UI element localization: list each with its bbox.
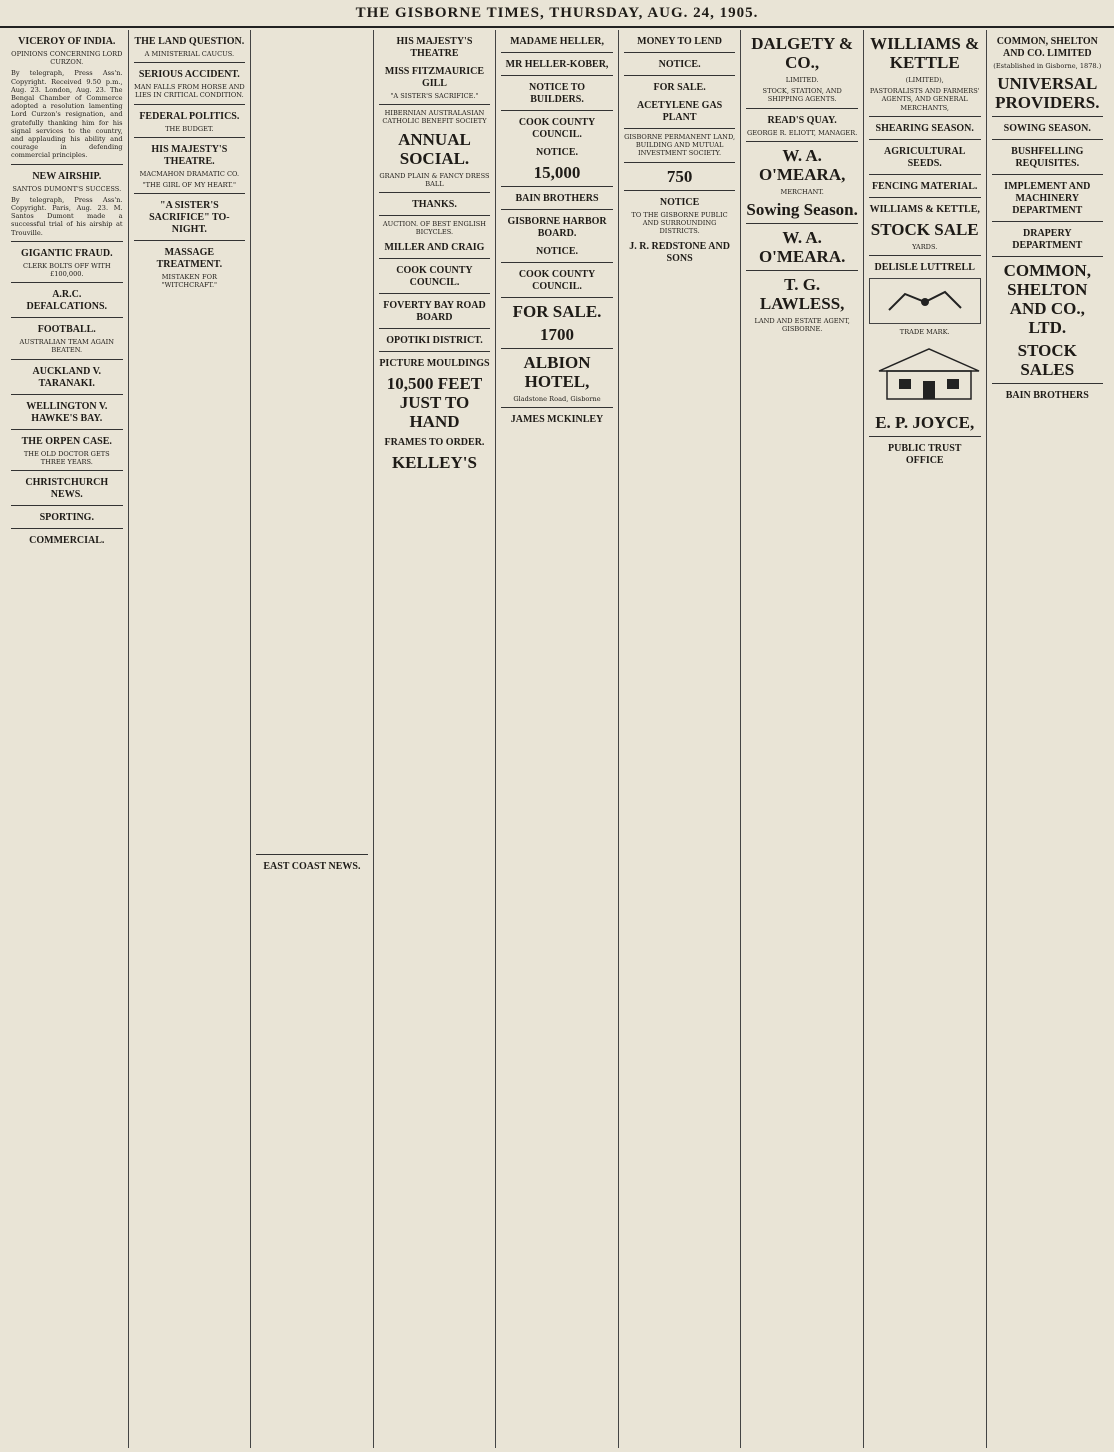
headline: THE LAND QUESTION. bbox=[134, 36, 245, 47]
ad-title: 1700 bbox=[540, 325, 575, 344]
headline: READ'S QUAY. bbox=[767, 114, 837, 126]
subheadline: GEORGE R. ELIOTT, MANAGER. bbox=[746, 128, 858, 137]
ad-title: 10,500 FEET JUST TO HAND bbox=[386, 374, 483, 432]
divider bbox=[746, 270, 858, 271]
divider bbox=[379, 293, 491, 294]
column-2 bbox=[129, 30, 252, 1448]
divider bbox=[624, 128, 736, 129]
headline: VICEROY OF INDIA. bbox=[18, 36, 116, 47]
divider bbox=[11, 241, 123, 242]
divider bbox=[134, 193, 246, 194]
headline: THE ORPEN CASE. bbox=[21, 435, 112, 447]
subheadline: LAND AND ESTATE AGENT, GISBORNE. bbox=[754, 317, 850, 334]
column-3 bbox=[251, 30, 374, 1448]
ad-title: Sowing Season. bbox=[746, 200, 858, 220]
divider bbox=[992, 256, 1104, 257]
headline: DRAPERY DEPARTMENT bbox=[1012, 228, 1083, 252]
subheadline: CLERK BOLTS OFF WITH £100,000. bbox=[22, 261, 111, 279]
divider bbox=[379, 351, 491, 352]
divider bbox=[11, 505, 123, 506]
ad-title: 15,000 bbox=[533, 163, 581, 182]
headline: BAIN BROTHERS bbox=[1005, 390, 1089, 402]
headline: FOOTBALL. bbox=[37, 324, 96, 336]
headline: "A SISTER'S SACRIFICE" TO-NIGHT. bbox=[149, 200, 230, 236]
divider bbox=[379, 192, 491, 193]
headline: PUBLIC TRUST OFFICE bbox=[887, 443, 962, 467]
divider bbox=[746, 223, 858, 224]
headline: AUCKLAND V. TARANAKI. bbox=[32, 365, 102, 389]
divider bbox=[11, 282, 123, 283]
ad-title: 750 bbox=[666, 166, 693, 186]
headline: BUSHFELLING REQUISITES. bbox=[1011, 146, 1084, 170]
headline: THANKS. bbox=[412, 199, 457, 211]
divider bbox=[11, 470, 123, 471]
article-text: By telegraph, Press Ass'n. Copyright. Paris, Aug. 23. M. Santos Dumont made a successful trial of his airship at Trouville. bbox=[11, 195, 123, 237]
subheadline: PASTORALISTS AND FARMERS' AGENTS, AND GENERAL MERCHANTS, bbox=[869, 87, 980, 112]
subheadline: STOCK, STATION, AND SHIPPING AGENTS. bbox=[762, 87, 842, 104]
column-8 bbox=[864, 30, 987, 1448]
divider bbox=[501, 262, 613, 263]
subheadline: GRAND PLAIN & FANCY DRESS BALL bbox=[379, 171, 490, 188]
subheadline: SANTOS DUMONT'S SUCCESS. bbox=[12, 184, 122, 193]
headline: MONEY TO LEND bbox=[637, 36, 723, 47]
divider bbox=[134, 137, 246, 138]
column-4 bbox=[374, 30, 497, 1448]
headline: EAST COAST NEWS. bbox=[263, 861, 361, 872]
divider bbox=[992, 116, 1104, 117]
headline: A.R.C. DEFALCATIONS. bbox=[26, 289, 108, 313]
subheadline: MISTAKEN FOR "WITCHCRAFT." bbox=[161, 273, 218, 290]
column-9 bbox=[987, 30, 1109, 1448]
subheadline: A MINISTERIAL CAUCUS. bbox=[144, 50, 235, 58]
subheadline: "THE GIRL OF MY HEART." bbox=[142, 181, 237, 190]
subheadline: (LIMITED), bbox=[905, 76, 944, 84]
divider bbox=[869, 255, 981, 256]
headline: FENCING MATERIAL. bbox=[872, 180, 978, 192]
subheadline: Gladstone Road, Gisborne bbox=[513, 395, 601, 403]
headline: MILLER AND CRAIG bbox=[384, 242, 485, 254]
headline: NEW AIRSHIP. bbox=[32, 170, 102, 182]
headline: NOTICE TO BUILDERS. bbox=[529, 82, 586, 105]
ad-title: STOCK SALES bbox=[1017, 341, 1077, 380]
subheadline: MERCHANT. bbox=[780, 187, 824, 196]
divider bbox=[134, 240, 246, 241]
divider bbox=[379, 215, 491, 216]
headline: GISBORNE HARBOR BOARD. bbox=[507, 216, 607, 239]
divider bbox=[134, 62, 246, 63]
ad-title: ANNUAL SOCIAL. bbox=[398, 129, 471, 168]
divider bbox=[11, 164, 123, 165]
headline: OPOTIKI DISTRICT. bbox=[386, 335, 483, 347]
headline: COOK COUNTY COUNCIL. bbox=[518, 269, 596, 292]
subheadline: AUSTRALIAN TEAM AGAIN BEATEN. bbox=[19, 338, 115, 355]
ad-title: T. G. LAWLESS, bbox=[759, 275, 845, 314]
masthead: THE GISBORNE TIMES, THURSDAY, AUG. 24, 1905. bbox=[0, 0, 1114, 28]
headline: NOTICE. bbox=[536, 246, 578, 257]
divider bbox=[869, 197, 981, 198]
divider bbox=[11, 528, 123, 529]
divider bbox=[624, 52, 736, 53]
trade-mark-icon bbox=[885, 284, 965, 318]
divider bbox=[11, 359, 123, 360]
column-6 bbox=[619, 30, 742, 1448]
divider bbox=[624, 162, 736, 163]
headline: DELISLE LUTTRELL bbox=[874, 262, 975, 274]
column-5 bbox=[496, 30, 619, 1448]
ad-title: WILLIAMS & KETTLE bbox=[870, 34, 980, 72]
divider bbox=[379, 258, 491, 259]
headline: FOVERTY BAY ROAD BOARD bbox=[383, 300, 486, 324]
divider bbox=[379, 328, 491, 329]
ad-title: DALGETY & CO., bbox=[751, 34, 854, 72]
divider bbox=[379, 104, 491, 105]
headline: NOTICE bbox=[659, 196, 700, 208]
ad-title: COMMON, SHELTON AND CO., LTD. bbox=[1003, 261, 1091, 338]
divider bbox=[746, 141, 858, 142]
divider bbox=[992, 221, 1104, 222]
subheadline: OPINIONS CONCERNING LORD CURZON. bbox=[11, 50, 123, 67]
subheadline: THE BUDGET. bbox=[165, 124, 214, 133]
divider bbox=[256, 854, 368, 855]
headline: FRAMES TO ORDER. bbox=[384, 437, 485, 449]
headline: COMMERCIAL. bbox=[29, 535, 105, 547]
columns bbox=[6, 30, 1108, 1448]
headline: BAIN BROTHERS bbox=[515, 193, 599, 204]
headline: MR HELLER-KOBER, bbox=[505, 59, 609, 70]
divider bbox=[992, 174, 1104, 175]
column-7 bbox=[741, 30, 864, 1448]
divider bbox=[746, 108, 858, 109]
divider bbox=[501, 75, 613, 76]
divider bbox=[134, 104, 246, 105]
headline: NOTICE. bbox=[536, 147, 578, 158]
divider bbox=[624, 190, 736, 191]
divider bbox=[992, 139, 1104, 140]
divider bbox=[501, 52, 613, 53]
ad-title: UNIVERSAL PROVIDERS. bbox=[995, 74, 1100, 113]
ad-title: W. A. O'MEARA. bbox=[758, 228, 846, 267]
article-text: By telegraph, Press Ass'n. Copyright. Received 9.50 p.m., Aug. 23. London, Aug. 23. The Bengal Chamber of Commerce adopted a resolution lamenting Lord Curzon's resignation, and gratefully thanking him for his signal services to the country, and applauding his ability and courage in defending commercial principles. bbox=[11, 69, 123, 160]
divider bbox=[624, 75, 736, 76]
ad-title: ALBION HOTEL, bbox=[523, 353, 591, 391]
divider bbox=[11, 317, 123, 318]
subheadline: MACMAHON DRAMATIC CO. bbox=[139, 169, 240, 178]
headline: NOTICE. bbox=[658, 59, 701, 70]
subheadline: "A SISTER'S SACRIFICE." bbox=[390, 92, 479, 100]
headline: HIS MAJESTY'S THEATRE bbox=[396, 36, 473, 59]
subheadline: (Established in Gisborne, 1878.) bbox=[993, 62, 1102, 70]
headline: COOK COUNTY COUNCIL. bbox=[396, 265, 473, 289]
headline: SERIOUS ACCIDENT. bbox=[138, 69, 240, 81]
ad-title: W. A. O'MEARA, bbox=[758, 145, 846, 184]
divider bbox=[501, 186, 613, 187]
divider bbox=[11, 429, 123, 430]
headline: JAMES MCKINLEY bbox=[510, 414, 604, 426]
divider bbox=[869, 116, 981, 117]
subheadline: LIMITED. bbox=[785, 76, 819, 84]
column-1 bbox=[6, 30, 129, 1448]
headline: COOK COUNTY COUNCIL. bbox=[518, 117, 596, 140]
headline: GIGANTIC FRAUD. bbox=[20, 247, 113, 259]
headline: SPORTING. bbox=[39, 512, 94, 524]
article-body-block bbox=[256, 30, 368, 850]
headline: MASSAGE TREATMENT. bbox=[156, 247, 223, 271]
headline: SOWING SEASON. bbox=[1003, 123, 1091, 135]
headline: WILLIAMS & KETTLE, bbox=[869, 203, 980, 215]
headline: CHRISTCHURCH NEWS. bbox=[25, 477, 109, 501]
headline: SHEARING SEASON. bbox=[875, 122, 974, 134]
headline: MADAME HELLER, bbox=[510, 36, 604, 47]
headline: HIS MAJESTY'S THEATRE. bbox=[151, 143, 228, 167]
subheadline: TO THE GISBORNE PUBLIC AND SURROUNDING DISTRICTS. bbox=[631, 210, 728, 236]
subheadline: GISBORNE PERMANENT LAND, BUILDING AND MUTUAL INVESTMENT SOCIETY. bbox=[624, 133, 736, 158]
divider bbox=[501, 209, 613, 210]
headline: WELLINGTON V. HAWKE'S BAY. bbox=[26, 400, 108, 424]
divider bbox=[992, 383, 1104, 384]
divider bbox=[501, 110, 613, 111]
headline: COMMON, SHELTON AND CO. LIMITED bbox=[996, 36, 1098, 59]
house-icon bbox=[869, 343, 987, 403]
ad-title: STOCK SALE bbox=[870, 219, 979, 239]
headline: IMPLEMENT AND MACHINERY DEPARTMENT bbox=[1004, 181, 1091, 217]
ad-title: KELLEY'S bbox=[391, 453, 477, 473]
divider bbox=[501, 407, 613, 408]
divider bbox=[869, 139, 981, 140]
headline: J. R. REDSTONE AND SONS bbox=[629, 241, 730, 265]
ad-title: FOR SALE. bbox=[512, 302, 602, 321]
trade-mark-logo bbox=[869, 278, 981, 324]
subheadline: AUCTION. OF BEST ENGLISH BICYCLES. bbox=[382, 220, 487, 237]
headline: FEDERAL POLITICS. bbox=[139, 110, 240, 122]
divider bbox=[869, 174, 981, 175]
subheadline: HIBERNIAN AUSTRALASIAN CATHOLIC BENEFIT SOCIETY bbox=[382, 109, 487, 126]
divider bbox=[501, 297, 613, 298]
subheadline: MAN FALLS FROM HORSE AND LIES IN CRITICAL CONDITION. bbox=[134, 83, 245, 100]
headline: AGRICULTURAL SEEDS. bbox=[884, 145, 966, 169]
divider bbox=[869, 436, 981, 437]
ad-title: E. P. JOYCE, bbox=[875, 413, 975, 433]
headline: PICTURE MOULDINGS bbox=[379, 358, 490, 370]
headline: MISS FITZMAURICE GILL bbox=[384, 66, 485, 89]
divider bbox=[501, 348, 613, 349]
subheadline: TRADE MARK. bbox=[899, 328, 950, 337]
headline: ACETYLENE GAS PLANT bbox=[636, 100, 723, 123]
subheadline: YARDS. bbox=[912, 242, 938, 251]
divider bbox=[11, 394, 123, 395]
subheadline: THE OLD DOCTOR GETS THREE YEARS. bbox=[23, 449, 110, 466]
headline: FOR SALE. bbox=[653, 82, 706, 93]
